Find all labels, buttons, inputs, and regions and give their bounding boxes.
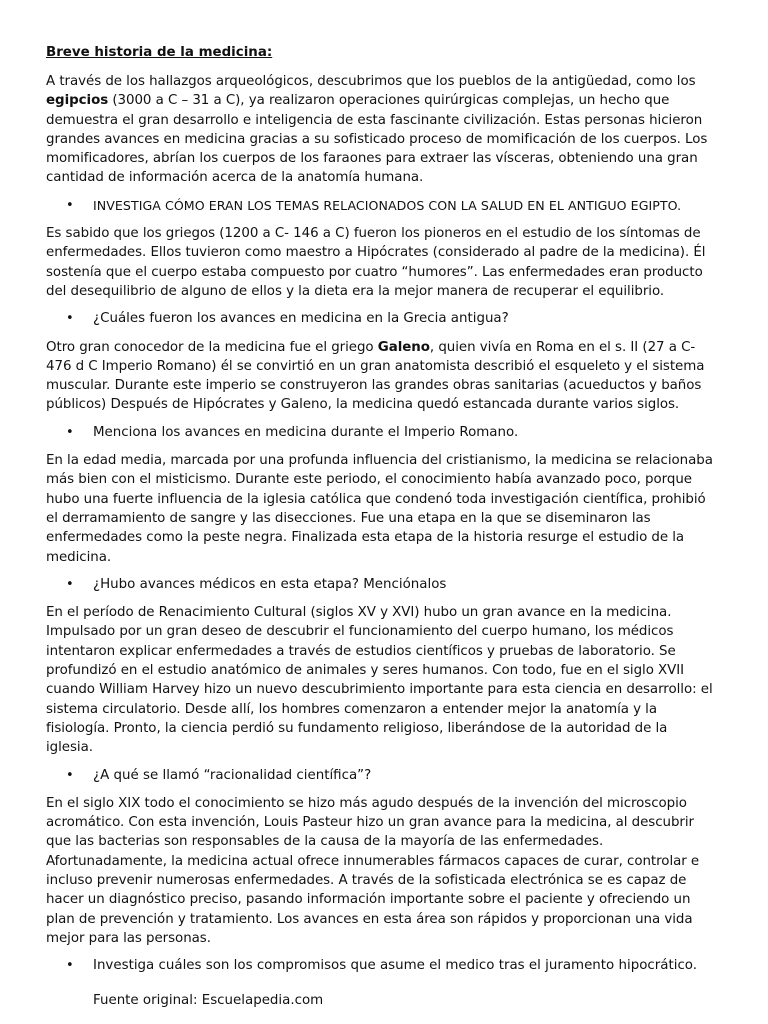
- question-edad-media: [46, 575, 718, 594]
- paragraph-renacimiento: En el período de Renacimiento Cultural (siglos XV y XVI) hubo un gran avance en la medicina. Impulsado por un gran deseo de descubrir el funcionamiento del cuerpo humano, los médicos intentaron explicar enfermedades a través de estudios científicos y pruebas de laboratorio. Se profundizó en el estudio anatómico de animales y seres humanos. Con todo, fue en el siglo XVII cuando William Harvey hizo un nuevo descubrimiento importante para esta ciencia en desarrollo: el sistema circulatorio. Desde allí, los hombres comenzaron a entender mejor la anatomía y la fisiología. Pronto, la ciencia perdió su fundamento religioso, liberándose de la autoridad de la iglesia.: [46, 605, 713, 756]
- paragraph-grecia: Es sabido que los griegos (1200 a C- 146 a C) fueron los pioneros en el estudio de los síntomas de enfermedades. Ellos tuvieron como maestro a Hipócrates (considerado al padre de la medicina). Él sostenía que el cuerpo estaba compuesto por cuatro “humores”. Las enfermedades eran producto del desequilibrio de alguno de ellos y la dieta era la mejor manera de recuperar el equilibrio.: [46, 226, 706, 299]
- question-text: INVESTIGA CÓMO ERAN LOS TEMAS RELACIONADOS CON LA SALUD EN EL ANTIGUO EGIPTO.: [93, 197, 682, 213]
- paragraph-siglo-xix: En el siglo XIX todo el conocimiento se hizo más agudo después de la invención del microscopio acromático. Con esta invención, Louis Pasteur hizo un gran avance para la medicina, al descubrir que las bacterias son responsables de la causa de la mayoría de las enfermedades. Afortunadamente, la medicina actual ofrece innumerables fármacos capaces de curar, controlar e incluso prevenir numerosas enfermedades. A través de la sofisticada electrónica se es capaz de hacer un diagnóstico preciso, pasando información importante sobre el paciente y ofreciendo un plan de prevención y tratamiento. Los avances en esta área son rápidos y proporcionan una vida mejor para las personas.: [46, 795, 700, 946]
- question-text: Investiga cuáles son los compromisos que asume el medico tras el juramento hipocrático.: [93, 958, 698, 974]
- bullet-icon: •: [66, 767, 74, 783]
- source-note: Fuente original: Escuelapedia.com: [93, 993, 324, 1009]
- bold-term: Galeno: [377, 339, 430, 355]
- paragraph-text: A través de los hallazgos arqueológicos, descubrimos que los pueblos de la antigüedad, como los: [46, 74, 696, 89]
- question-egipto: [46, 196, 718, 215]
- question-text: ¿A qué se llamó “racionalidad científica”?: [93, 767, 372, 783]
- bullet-icon: •: [66, 958, 74, 974]
- question-juramento: [46, 956, 718, 975]
- bullet-icon: •: [66, 576, 74, 592]
- question-grecia: [46, 309, 718, 328]
- paragraph-roma: [46, 338, 718, 415]
- bullet-icon: •: [66, 311, 74, 327]
- paragraph-edad-media: En la edad media, marcada por una profunda influencia del cristianismo, la medicina se relacionaba más bien con el misticismo. Durante este periodo, el conocimiento había avanzado poco, porque hubo una fuerte influencia de la iglesia católica que condenó toda investigación científica, prohibió el derramamiento de sangre y las disecciones. Fue una etapa en la que se diseminaron las enfermedades como la peste negra. Finalizada esta etapa de la historia resurge el estudio de la medicina.: [46, 453, 713, 565]
- question-text: Menciona los avances en medicina durante el Imperio Romano.: [93, 424, 519, 440]
- question-text: ¿Cuáles fueron los avances en medicina en la Grecia antigua?: [93, 311, 509, 327]
- paragraph-text: Otro gran conocedor de la medicina fue el griego: [46, 339, 378, 355]
- document-page: [46, 43, 718, 1010]
- document-title: Breve historia de la medicina:: [46, 45, 273, 60]
- paragraph-text: , quien vivía en Roma en el s. II (27 a C- 476 d C Imperio Romano) él se convirtió en un gran anatomista describió el esqueleto y el sistema muscular. Durante este imperio se construyeron las grandes obras sanitarias (acueductos y baños públicos) Después de Hipócrates y Galeno, la medicina quedó estancada durante varios siglos.: [46, 339, 705, 413]
- question-roma: [46, 423, 718, 442]
- paragraph-egipto: [46, 72, 718, 188]
- bullet-icon: •: [66, 424, 74, 440]
- bold-term: egipcios: [46, 93, 109, 109]
- question-renacimiento: [46, 766, 718, 785]
- paragraph-text: (3000 a C – 31 a C), ya realizaron operaciones quirúrgicas complejas, un hecho que demuestra el gran desarrollo e inteligencia de esta fascinante civilización. Estas personas hicieron grandes avances en medicina gracias a su sofisticado proceso de momificación de los cuerpos. Los momificadores, abrían los cuerpos de los faraones para extraer las vísceras, obteniendo una gran cantidad de información acerca de la anatomía humana.: [46, 93, 708, 186]
- question-text: ¿Hubo avances médicos en esta etapa? Menciónalos: [93, 576, 447, 592]
- bullet-icon: •: [66, 197, 74, 213]
